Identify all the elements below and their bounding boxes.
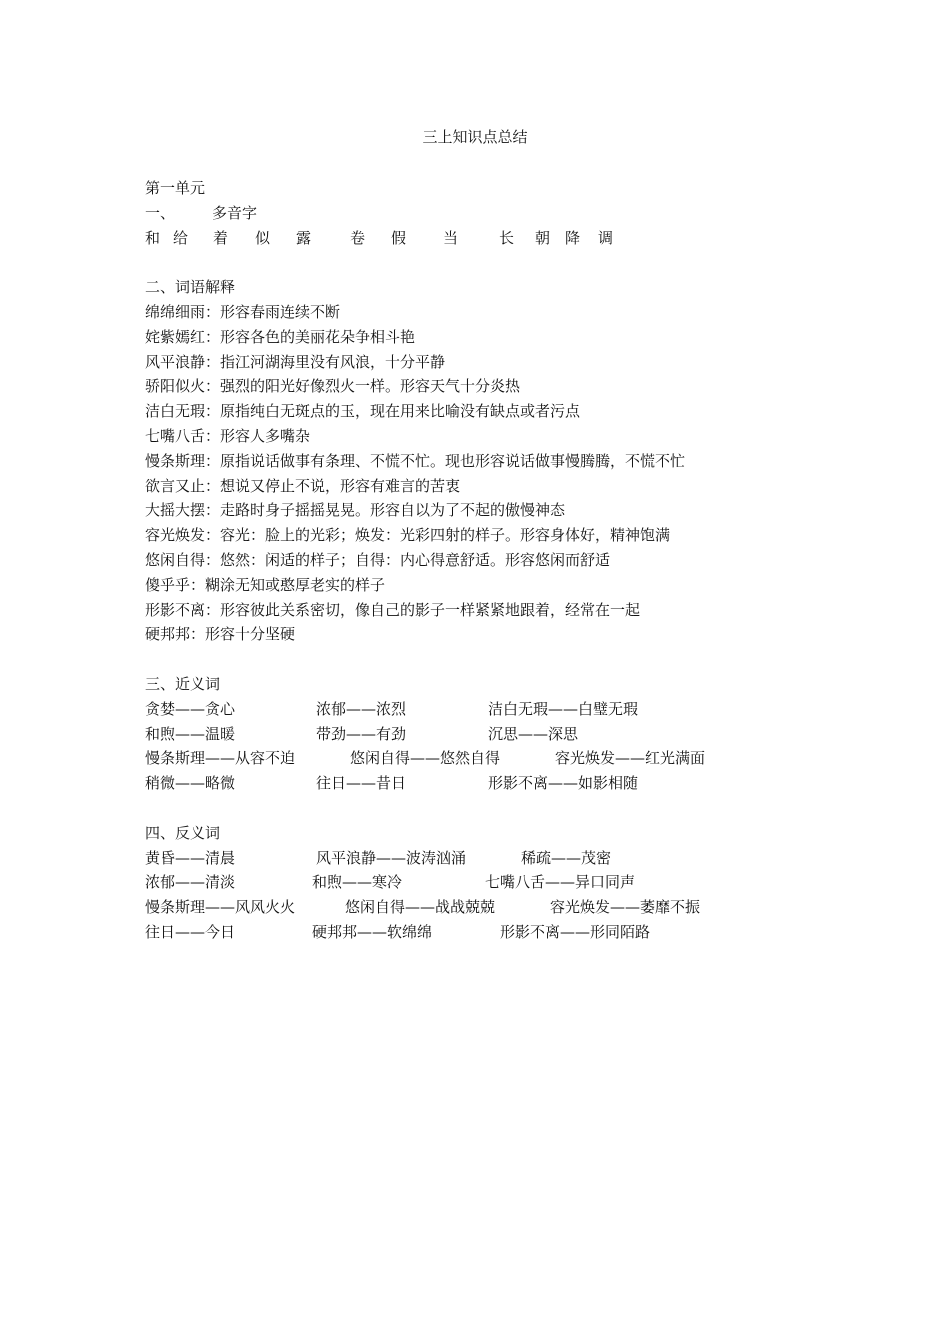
poly-char: 露 bbox=[296, 228, 312, 247]
synonym-pair: 慢条斯理——从容不迫 bbox=[145, 749, 296, 768]
antonym-pair: 七嘴八舌——异口同声 bbox=[485, 873, 636, 892]
antonym-row bbox=[145, 895, 845, 920]
antonym-pair: 稀疏——茂密 bbox=[521, 848, 612, 867]
antonym-row bbox=[145, 846, 845, 871]
section3-heading: 三、近义词 bbox=[145, 674, 221, 693]
synonym-pair: 洁白无瑕——白璧无瑕 bbox=[488, 699, 639, 718]
spacer bbox=[145, 796, 845, 821]
poly-char: 和 bbox=[145, 228, 161, 247]
poly-char: 假 bbox=[391, 228, 407, 247]
antonym-pair: 风平浪静——波涛汹涌 bbox=[316, 848, 467, 867]
definition-item: 骄阳似火：强烈的阳光好像烈火一样。形容天气十分炎热 bbox=[145, 377, 521, 396]
definition-item: 风平浪静：指江河湖海里没有风浪，十分平静 bbox=[145, 352, 446, 371]
document-body bbox=[145, 176, 845, 945]
definition-item: 悠闲自得：悠然：闲适的样子；自得：内心得意舒适。形容悠闲而舒适 bbox=[145, 550, 611, 569]
antonym-row bbox=[145, 870, 845, 895]
unit-heading: 第一单元 bbox=[145, 179, 206, 197]
poly-char: 朝 bbox=[535, 228, 551, 247]
definition-item: 绵绵细雨：形容春雨连续不断 bbox=[145, 302, 341, 321]
definition-item: 姹紫嫣红：形容各色的美丽花朵争相斗艳 bbox=[145, 327, 416, 346]
antonym-pair: 硬邦邦——软绵绵 bbox=[312, 922, 433, 941]
synonym-row bbox=[145, 746, 845, 771]
antonym-pair: 形影不离——形同陌路 bbox=[500, 922, 651, 941]
synonym-pair: 贪婪——贪心 bbox=[145, 699, 236, 718]
poly-char: 降 bbox=[565, 228, 581, 247]
synonym-row bbox=[145, 771, 845, 796]
section1-title: 多音字 bbox=[212, 203, 258, 222]
section1-number: 一、 bbox=[145, 203, 176, 222]
poly-char: 调 bbox=[598, 228, 614, 247]
antonym-pair: 容光焕发——萎靡不振 bbox=[550, 898, 701, 917]
synonym-pair: 稍微——略微 bbox=[145, 774, 236, 793]
poly-char: 似 bbox=[255, 228, 271, 247]
synonym-row bbox=[145, 722, 845, 747]
document-title: 三上知识点总结 bbox=[422, 128, 528, 146]
section2-heading: 二、词语解释 bbox=[145, 278, 236, 297]
antonym-pair: 往日——今日 bbox=[145, 922, 236, 941]
antonym-pair: 悠闲自得——战战兢兢 bbox=[345, 898, 496, 917]
definition-item: 傻乎乎：糊涂无知或憨厚老实的样子 bbox=[145, 575, 386, 594]
definition-item: 欲言又止：想说又停止不说，形容有难言的苦衷 bbox=[145, 476, 461, 495]
definition-item: 七嘴八舌：形容人多嘴杂 bbox=[145, 426, 311, 445]
antonym-pair: 和煦——寒冷 bbox=[312, 873, 403, 892]
antonym-pair: 浓郁——清淡 bbox=[145, 873, 236, 892]
definition-item: 大摇大摆：走路时身子摇摇晃晃。形容自以为了不起的傲慢神态 bbox=[145, 501, 566, 520]
polyphonic-chars-row bbox=[145, 226, 845, 251]
poly-char: 长 bbox=[499, 228, 515, 247]
poly-char: 卷 bbox=[350, 228, 366, 247]
definition-item: 慢条斯理：原指说话做事有条理、不慌不忙。现也形容说话做事慢腾腾，不慌不忙 bbox=[145, 451, 686, 470]
poly-char: 给 bbox=[173, 228, 189, 247]
synonym-pair: 浓郁——浓烈 bbox=[316, 699, 407, 718]
antonym-row bbox=[145, 920, 845, 945]
definition-item: 硬邦邦：形容十分坚硬 bbox=[145, 625, 296, 644]
synonym-pair: 悠闲自得——悠然自得 bbox=[350, 749, 501, 768]
synonym-pair: 容光焕发——红光满面 bbox=[555, 749, 706, 768]
synonym-pair: 形影不离——如影相随 bbox=[488, 774, 639, 793]
definition-item: 容光焕发：容光：脸上的光彩；焕发：光彩四射的样子。形容身体好，精神饱满 bbox=[145, 526, 671, 545]
synonym-pair: 往日——昔日 bbox=[316, 774, 407, 793]
synonym-row bbox=[145, 697, 845, 722]
poly-char: 当 bbox=[443, 228, 459, 247]
poly-char: 着 bbox=[213, 228, 229, 247]
definition-item: 洁白无瑕：原指纯白无斑点的玉，现在用来比喻没有缺点或者污点 bbox=[145, 402, 581, 421]
antonym-pair: 慢条斯理——风风火火 bbox=[145, 898, 296, 917]
definition-item: 形影不离：形容彼此关系密切，像自己的影子一样紧紧地跟着，经常在一起 bbox=[145, 600, 641, 619]
section4-heading: 四、反义词 bbox=[145, 823, 221, 842]
synonym-pair: 带劲——有劲 bbox=[316, 724, 407, 743]
antonym-pair: 黄昏——清晨 bbox=[145, 848, 236, 867]
synonym-pair: 沉思——深思 bbox=[488, 724, 579, 743]
spacer bbox=[145, 647, 845, 672]
synonym-pair: 和煦——温暖 bbox=[145, 724, 236, 743]
section1-heading bbox=[145, 201, 845, 226]
spacer bbox=[145, 250, 845, 275]
